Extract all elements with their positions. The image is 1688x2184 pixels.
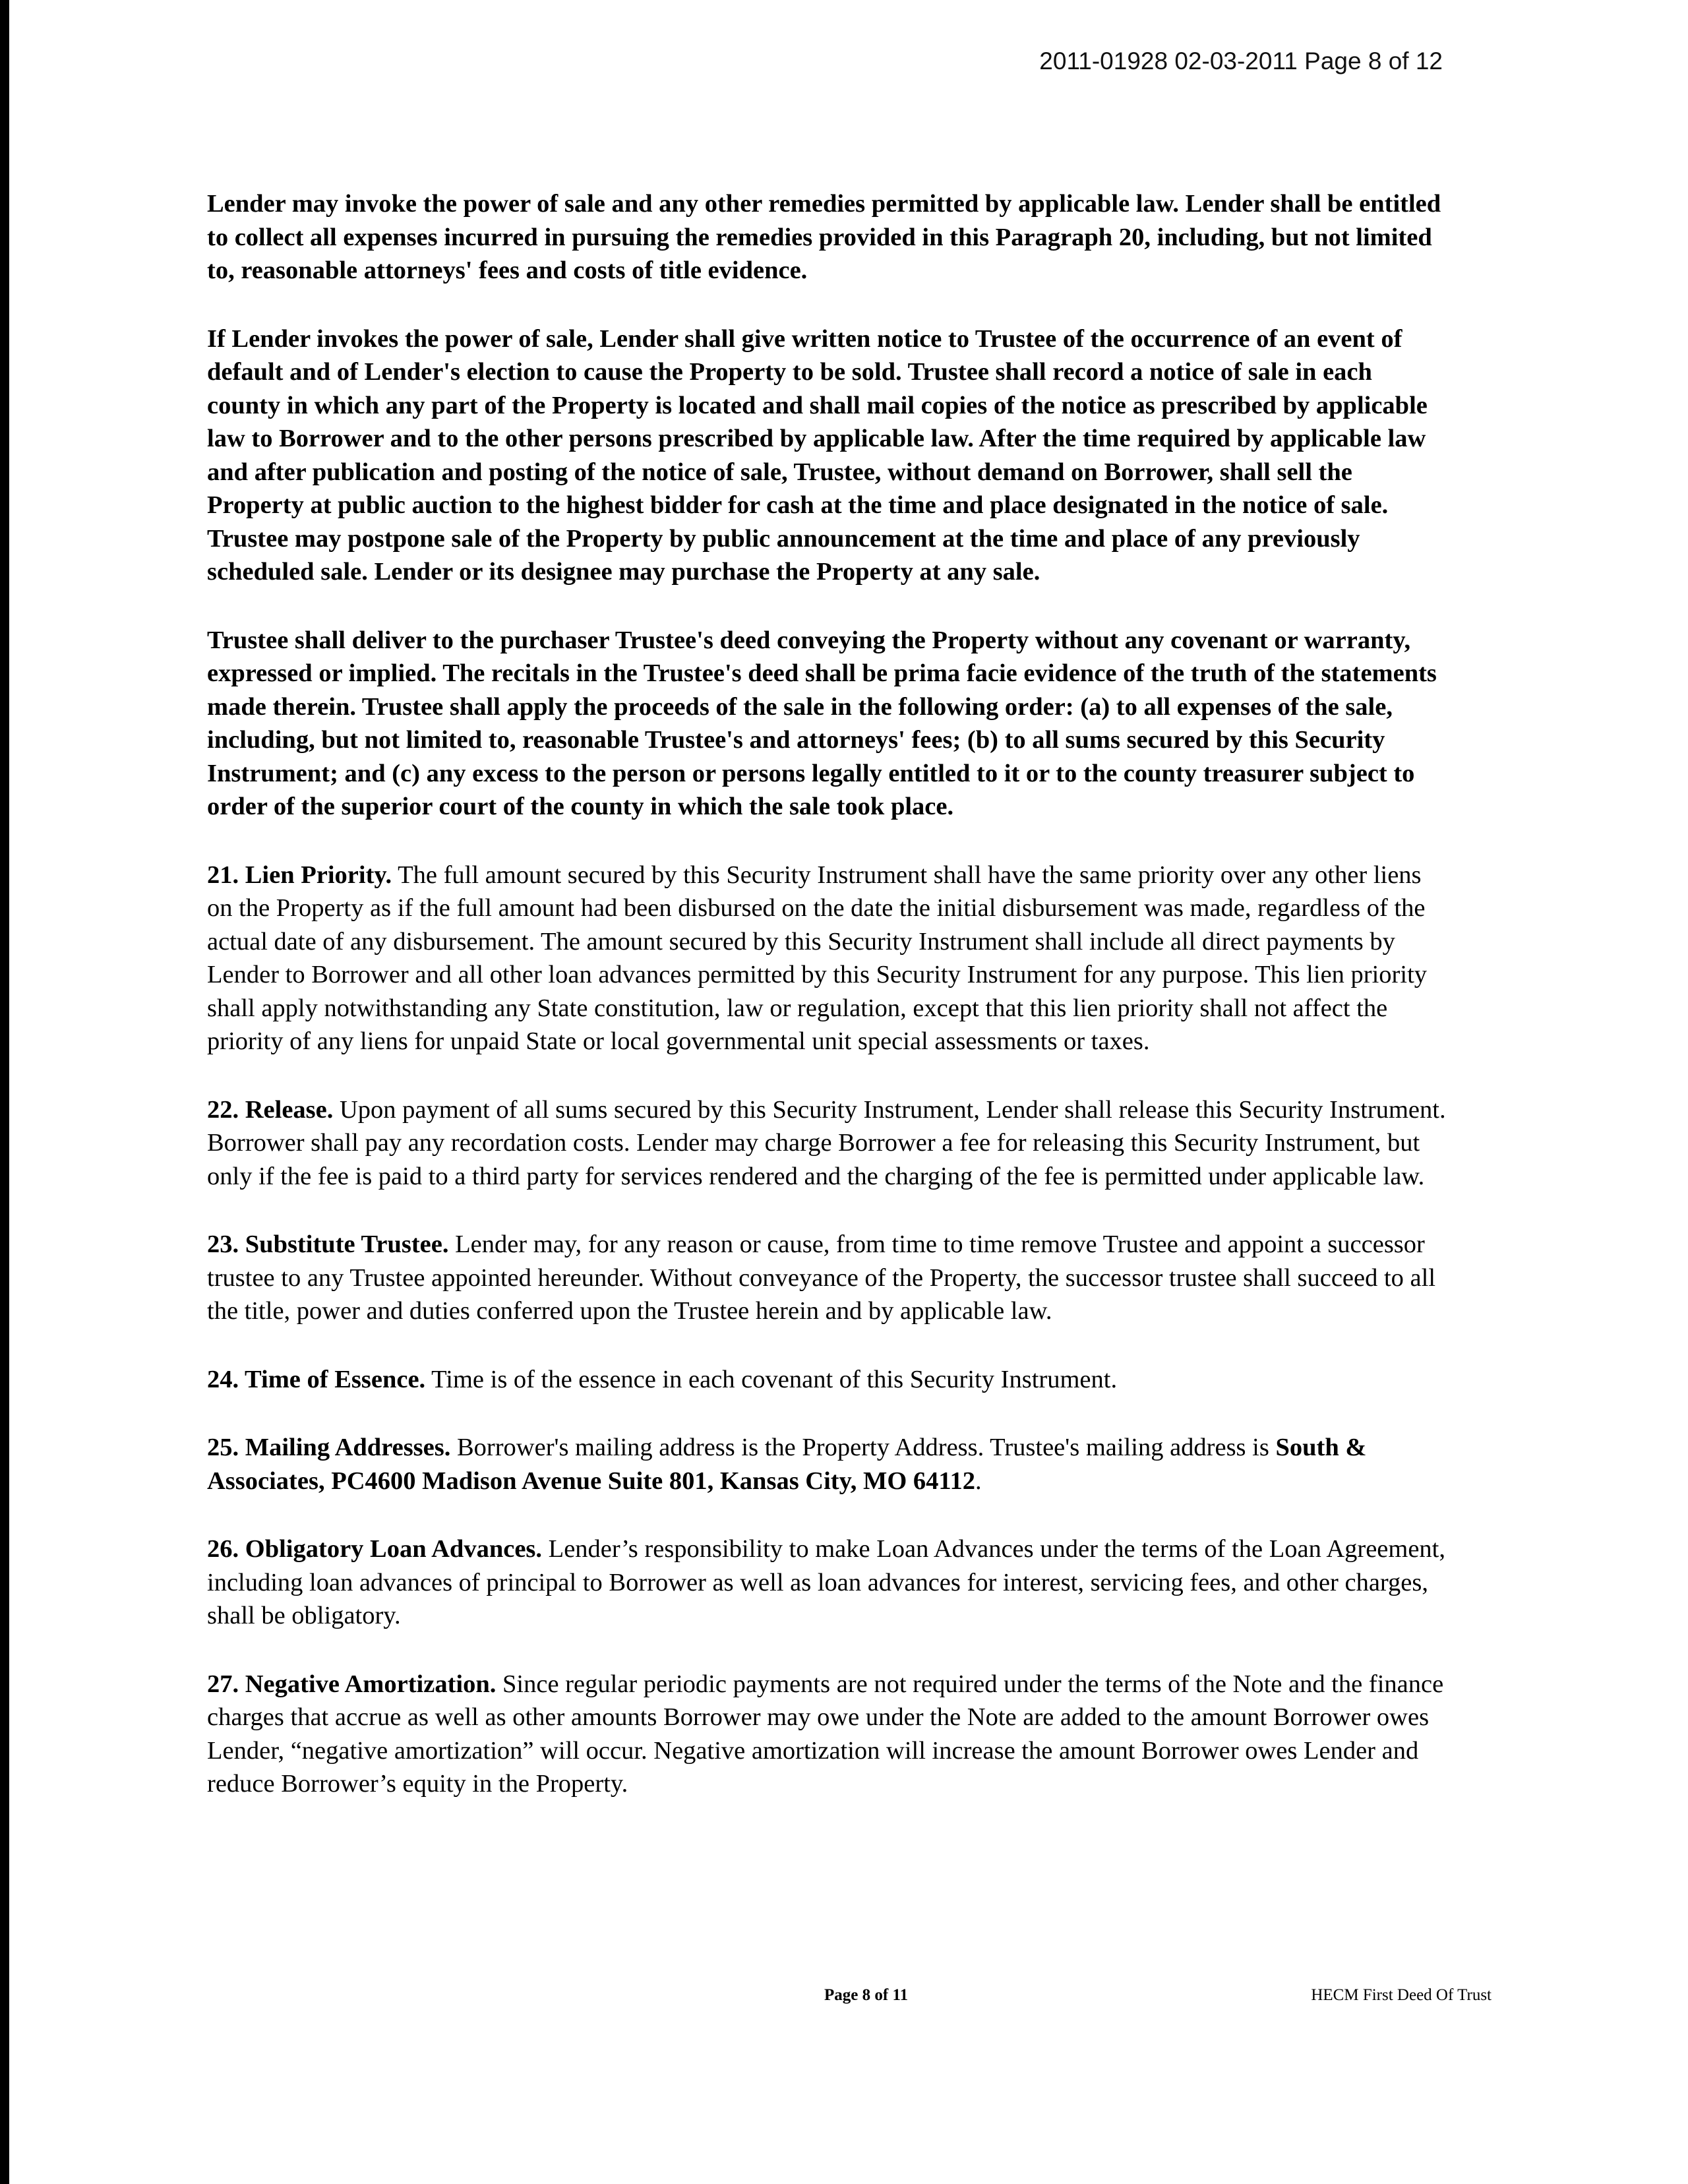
section-27-body: Since regular periodic payments are not required under the terms of the Note and the finance charges that accrue as well as other amounts Borrower may owe under the Note are added to the amount Borrower owes Lender, “negative amortization” will occur. Negative amortization will increase the amount Borrower owes Lender and reduce Borrower’s equity in the Property. <box>207 1670 1444 1798</box>
section-25-mailing-addresses <box>207 1431 1447 1498</box>
paragraph-trustee-deed: Trustee shall deliver to the purchaser Trustee's deed conveying the Property without any covenant or warranty, expressed or implied. The recitals in the Trustee's deed shall be prima facie evidence of the truth of the statements made therein. Trustee shall apply the proceeds of the sale in the following order: (a) to all expenses of the sale, including, but not limited to, reasonable Trustee's and attorneys' fees; (b) to all sums secured by this Security Instrument; and (c) any excess to the person or persons legally entitled to it or to the county treasurer subject to order of the superior court of the county in which the sale took place. <box>207 626 1437 820</box>
section-21-lien-priority <box>207 859 1447 1058</box>
section-25-heading: 25. Mailing Addresses. <box>207 1434 451 1461</box>
section-26-heading: 26. Obligatory Loan Advances. <box>207 1535 543 1563</box>
section-26-obligatory-loan-advances <box>207 1532 1447 1633</box>
section-21-body: The full amount secured by this Security Instrument shall have the same priority over any other liens on the Property as if the full amount had been disbursed on the date the initial disbursement was made, regardless of the actual date of any disbursement. The amount secured by this Security Instrument shall include all direct payments by Lender to Borrower and all other loan advances permitted by this Security Instrument for any purpose. This lien priority shall apply notwithstanding any State constitution, law or regulation, except that this lien priority shall not affect the priority of any liens for unpaid State or local governmental unit special assessments or taxes. <box>207 861 1428 1055</box>
scan-edge <box>0 0 9 2184</box>
paragraph-notice-of-sale: If Lender invokes the power of sale, Lender shall give written notice to Trustee of the occurrence of an event of default and of Lender's election to cause the Property to be sold. Trustee shall record a notice of sale in each county in which any part of the Property is located and shall mail copies of the notice as prescribed by applicable law to Borrower and to the other persons prescribed by applicable law. After the time required by applicable law and after publication and posting of the notice of sale, Trustee, without demand on Borrower, shall sell the Property at public auction to the highest bidder for cash at the time and place designated in the notice of sale. Trustee may postpone sale of the Property by public announcement at the time and place of any previously scheduled sale. Lender or its designee may purchase the Property at any sale. <box>207 324 1428 586</box>
section-21-heading: 21. Lien Priority. <box>207 861 392 889</box>
section-22-body: Upon payment of all sums secured by this Security Instrument, Lender shall release this Security Instrument. Borrower shall pay any recordation costs. Lender may charge Borrower a fee for releasing this Security Instrument, but only if the fee is paid to a third party for services rendered and the charging of the fee is permitted under applicable law. <box>207 1095 1446 1190</box>
document-body <box>207 187 1447 1836</box>
section-25-end: . <box>975 1467 982 1495</box>
section-25-body: Borrower's mailing address is the Property Address. Trustee's mailing address is <box>450 1434 1276 1461</box>
paragraph-power-of-sale: Lender may invoke the power of sale and any other remedies permitted by applicable law. Lender shall be entitled to collect all expenses incurred in pursuing the remedies provided in this Paragraph 20, including, but not limited to, reasonable attorneys' fees and costs of title evidence. <box>207 190 1441 284</box>
section-22-release <box>207 1093 1447 1194</box>
section-24-heading: 24. Time of Essence. <box>207 1365 426 1393</box>
section-24-body: Time is of the essence in each covenant of this Security Instrument. <box>425 1365 1118 1393</box>
section-24-time-of-essence <box>207 1363 1447 1397</box>
section-23-substitute-trustee <box>207 1228 1447 1328</box>
section-27-negative-amortization <box>207 1668 1447 1801</box>
section-26-body: Lender’s responsibility to make Loan Advances under the terms of the Loan Agreement, including loan advances of principal to Borrower as well as loan advances for interest, servicing fees, and other charges, shall be obligatory. <box>207 1535 1445 1629</box>
section-23-body: Lender may, for any reason or cause, from time to time remove Trustee and appoint a successor trustee to any Trustee appointed hereunder. Without conveyance of the Property, the successor trustee shall succeed to all the title, power and duties conferred upon the Trustee herein and by applicable law. <box>207 1230 1436 1325</box>
section-23-heading: 23. Substitute Trustee. <box>207 1230 449 1258</box>
footer-document-title: HECM First Deed Of Trust <box>1311 1986 1492 2004</box>
section-27-heading: 27. Negative Amortization. <box>207 1670 497 1698</box>
section-22-heading: 22. Release. <box>207 1095 334 1124</box>
trustee-mailing-address: South & Associates, PC4600 Madison Avenue Suite 801, Kansas City, MO 64112 <box>207 1434 1367 1495</box>
recording-stamp: 2011-01928 02-03-2011 Page 8 of 12 <box>1039 47 1443 75</box>
footer-page-number: Page 8 of 11 <box>824 1986 909 2004</box>
